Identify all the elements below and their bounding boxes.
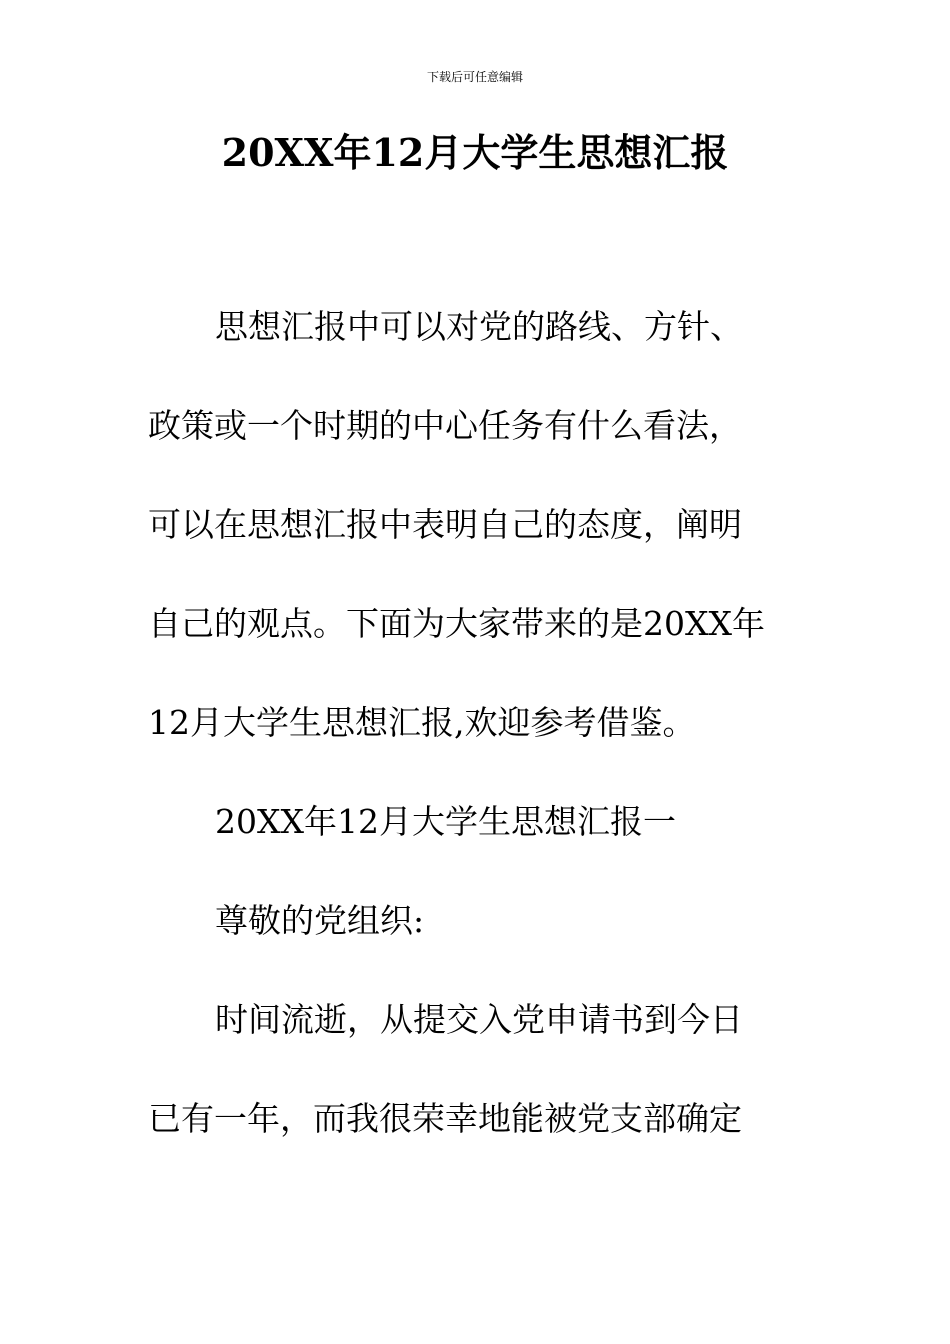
body-line-4: 自己的观点。下面为大家带来的是20XX年 bbox=[148, 604, 765, 643]
header-note: 下载后可任意编辑 bbox=[426, 70, 523, 84]
body-line-6: 时间流逝，从提交入党申请书到今日 bbox=[215, 1000, 743, 1039]
body-line-2: 政策或一个时期的中心任务有什么看法， bbox=[148, 406, 742, 445]
document-title: 20XX年12月大学生思想汇报 bbox=[221, 130, 729, 175]
body-line-3: 可以在思想汇报中表明自己的态度，阐明 bbox=[148, 505, 742, 544]
section-heading: 20XX年12月大学生思想汇报一 bbox=[215, 802, 676, 841]
body-line-1: 思想汇报中可以对党的路线、方针、 bbox=[215, 307, 743, 346]
body-line-5: 12月大学生思想汇报,欢迎参考借鉴。 bbox=[148, 703, 696, 742]
salutation: 尊敬的党组织: bbox=[215, 901, 425, 940]
body-line-7: 已有一年，而我很荣幸地能被党支部确定 bbox=[148, 1099, 742, 1138]
